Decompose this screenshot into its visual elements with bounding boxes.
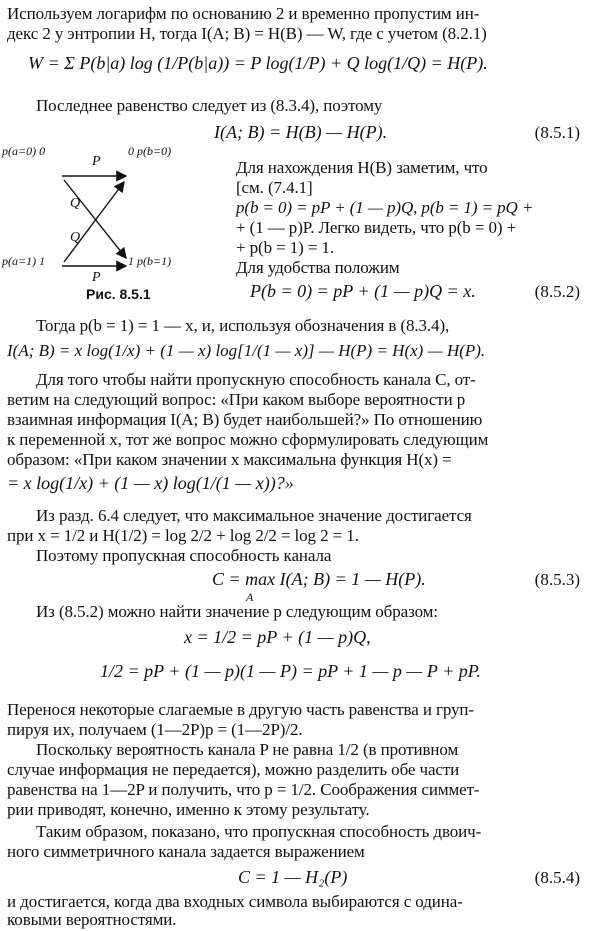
text-line: ветим на следующий вопрос: «При каком выборе вероятности p <box>7 390 466 409</box>
text-line: при x = 1/2 и H(1/2) = log 2/2 + log 2/2 = log 2 = 1. <box>7 526 359 545</box>
channel-diagram-svg <box>14 150 174 290</box>
text-line: + (1 — p)P. Легко видеть, что p(b = 0) + <box>236 218 517 237</box>
text-line: образом: «При каком значении x максимальна функция H(x) = <box>7 450 452 469</box>
input-1-label: p(a=1) 1 <box>2 254 46 268</box>
text-line: и достигается, когда два входных символа выбираются с одина- <box>7 892 463 911</box>
edge-q-label: Q <box>70 230 81 245</box>
text-line: Для нахождения H(B) заметим, что <box>236 158 488 177</box>
text-line: [см. (7.4.1] <box>236 178 313 197</box>
text-line: рии приводят, конечно, именно к этому результату. <box>7 800 370 819</box>
edge-p-label: P <box>92 154 101 169</box>
text-line: Последнее равенство следует из (8.3.4), поэтому <box>36 96 383 115</box>
equation-mutual-info: I(A; B) = x log(1/x) + (1 — x) log[1/(1 — x)] — H(P) = H(x) — H(P). <box>7 341 486 360</box>
channel-diagram <box>2 144 174 300</box>
edge-q-label: Q <box>70 196 81 211</box>
equation-8-5-2: P(b = 0) = pP + (1 — p)Q = x. <box>250 281 476 301</box>
text-line: Используем логарифм по основанию 2 и временно пропустим ин- <box>7 4 480 23</box>
text-line: ковыми вероятностями. <box>7 910 177 929</box>
text-line: + p(b = 1) = 1. <box>236 238 335 257</box>
text-line: Из разд. 6.4 следует, что максимальное значение достигается <box>36 506 472 525</box>
text-line: p(b = 0) = pP + (1 — p)Q, p(b = 1) = pQ + <box>236 198 534 217</box>
text-line: случае информация не передается), можно разделить обе части <box>7 760 460 779</box>
text-line: взаимная информация I(A; B) будет наибольшей?» По отношению <box>7 410 483 429</box>
edge-1-0 <box>64 182 124 262</box>
edge-p-label: P <box>92 270 101 285</box>
text-line: Для удобства положим <box>236 258 400 277</box>
text-line: Для того чтобы найти пропускную способность канала C, от- <box>36 370 476 389</box>
text-line: Поэтому пропускная способность канала <box>36 546 332 565</box>
equation-subscript: A <box>246 590 254 604</box>
text-line: Из (8.5.2) можно найти значение p следующим образом: <box>36 602 438 621</box>
equation-hx: = x log(1/x) + (1 — x) log(1/(1 — x))?» <box>7 473 294 493</box>
text-line: пируя их, получаем (1—2P)p = (1—2P)/2. <box>7 720 303 739</box>
equation-half: 1/2 = pP + (1 — p)(1 — P) = pP + 1 — p — P + pP. <box>100 661 481 681</box>
equation-number: (8.5.1) <box>534 123 580 142</box>
text-line: Перенося некоторые слагаемые в другую часть равенства и груп- <box>7 700 474 719</box>
equation-number: (8.5.2) <box>534 282 580 301</box>
output-1-label: 1 p(b=1) <box>128 254 172 268</box>
text-line: Тогда p(b = 1) = 1 — x, и, используя обозначения в (8.3.4), <box>36 316 450 335</box>
output-0-label: 0 p(b=0) <box>128 144 172 158</box>
equation-number: (8.5.3) <box>534 570 580 589</box>
equation-8-5-3: C = max I(A; B) = 1 — H(P). <box>212 569 426 589</box>
input-0-label: p(a=0) 0 <box>2 144 46 158</box>
text-line: Таким образом, показано, что пропускная способность двоич- <box>36 822 482 841</box>
equation-8-5-1: I(A; B) = H(B) — H(P). <box>214 122 388 142</box>
figure-caption: Рис. 8.5.1 <box>86 286 151 302</box>
text-line: равенства на 1—2P и получить, что p = 1/2. Соображения симмет- <box>7 780 480 799</box>
equation-x: x = 1/2 = pP + (1 — p)Q, <box>184 627 371 647</box>
text-line: ного симметричного канала задается выражением <box>7 842 365 861</box>
text-line: к переменной x, тот же вопрос можно сформулировать следующим <box>7 430 489 449</box>
equation-w: W = Σ P(b|a) log (1/P(b|a)) = P log(1/P) + Q log(1/Q) = H(P). <box>28 53 488 73</box>
text-line: декс 2 у энтропии H, тогда I(A; B) = H(B) — W, где с учетом (8.2.1) <box>7 24 487 43</box>
text-line: Поскольку вероятность канала P не равна 1/2 (в противном <box>36 740 459 759</box>
equation-number: (8.5.4) <box>534 868 580 887</box>
equation-8-5-4: C = 1 — H₂(P) <box>238 867 348 887</box>
